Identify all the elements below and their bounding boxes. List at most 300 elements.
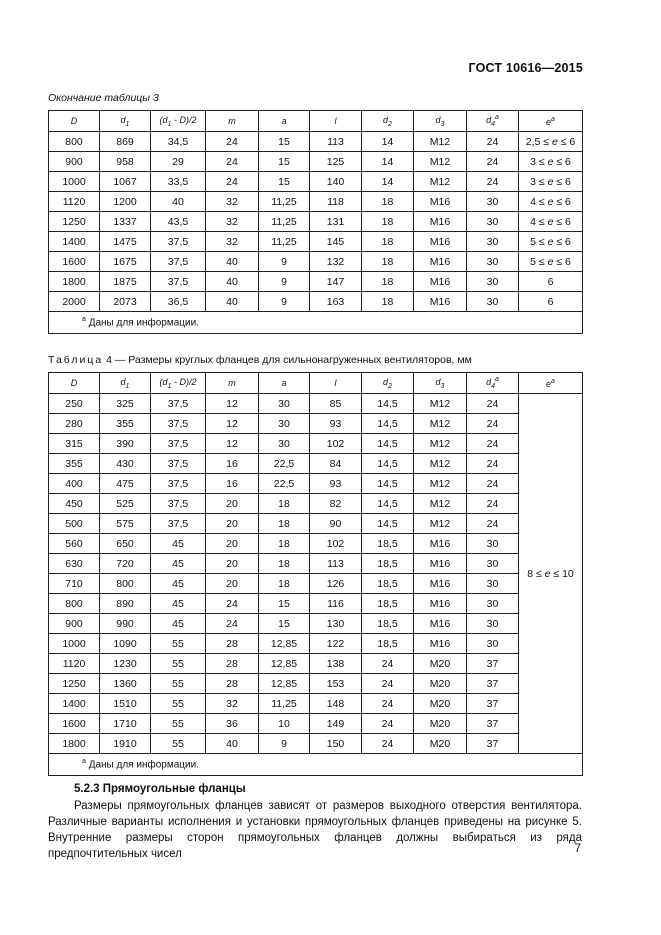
table-cell: M16 — [414, 232, 467, 252]
table-cell: 32 — [206, 232, 259, 252]
table-cell: 9 — [259, 292, 310, 312]
table-cell: 84 — [310, 454, 362, 474]
col-header-e: $e^a$ — [519, 111, 583, 132]
table-cell: 55 — [151, 634, 206, 654]
table-cell: 24 — [467, 394, 519, 414]
table-row — [49, 614, 583, 634]
table-cell: 102 — [310, 434, 362, 454]
table4-caption-text: 4 — Размеры круглых фланцев для сильнонагруженных вентиляторов, мм — [106, 354, 472, 366]
table-cell: 6 — [519, 272, 583, 292]
table-row — [49, 272, 583, 292]
table-cell: 15 — [259, 132, 310, 152]
table-cell: 4 ≤ e ≤ 6 — [519, 192, 583, 212]
table-cell: 30 — [467, 594, 519, 614]
table-cell: 34,5 — [151, 132, 206, 152]
table-cell: 55 — [151, 674, 206, 694]
table-cell: M20 — [414, 654, 467, 674]
table-cell: 18 — [259, 494, 310, 514]
table-cell: 45 — [151, 594, 206, 614]
table-cell: 475 — [100, 474, 151, 494]
table-cell: 55 — [151, 734, 206, 754]
table-cell: 15 — [259, 614, 310, 634]
table-cell: 30 — [259, 394, 310, 414]
table-cell: 11,25 — [259, 694, 310, 714]
table-cell: 24 — [467, 172, 519, 192]
col-header-l: l — [310, 373, 362, 394]
table-cell: M20 — [414, 674, 467, 694]
table-cell: 30 — [467, 574, 519, 594]
table-cell: 30 — [467, 192, 519, 212]
table-cell: 1400 — [49, 232, 100, 252]
table-cell: 18,5 — [362, 554, 414, 574]
table-cell: 9 — [259, 252, 310, 272]
table-cell: 45 — [151, 614, 206, 634]
table-cell: 1800 — [49, 272, 100, 292]
table-row — [49, 252, 583, 272]
table-cell: 55 — [151, 654, 206, 674]
table-cell: 37,5 — [151, 252, 206, 272]
table-cell: 990 — [100, 614, 151, 634]
table-row — [49, 594, 583, 614]
table-row — [49, 554, 583, 574]
table-cell: 430 — [100, 454, 151, 474]
table-cell: 150 — [310, 734, 362, 754]
table-cell: 147 — [310, 272, 362, 292]
table-cell: 1600 — [49, 714, 100, 734]
table4-header-row — [49, 373, 583, 394]
table-cell: 5 ≤ e ≤ 6 — [519, 232, 583, 252]
table-cell: 5 ≤ e ≤ 6 — [519, 252, 583, 272]
table-cell: M16 — [414, 634, 467, 654]
table-cell: 32 — [206, 212, 259, 232]
table-cell: 14,5 — [362, 414, 414, 434]
table-cell: M16 — [414, 292, 467, 312]
table-cell: 18,5 — [362, 534, 414, 554]
table-cell: 37,5 — [151, 474, 206, 494]
table-cell: 900 — [49, 152, 100, 172]
table3-footnote: $^a$ Даны для информации. — [49, 312, 583, 334]
table-cell: 18 — [259, 574, 310, 594]
table-cell: 113 — [310, 132, 362, 152]
col-header-d4: $d_4^a$ — [467, 373, 519, 394]
table-cell: 93 — [310, 474, 362, 494]
table3 — [48, 110, 583, 334]
table-cell: 122 — [310, 634, 362, 654]
table4-footnote: $^a$ Даны для информации. — [49, 754, 583, 776]
table-cell: 55 — [151, 694, 206, 714]
table-cell: 163 — [310, 292, 362, 312]
table-cell: 85 — [310, 394, 362, 414]
table-cell: 24 — [467, 514, 519, 534]
table-cell: M16 — [414, 534, 467, 554]
table-cell: 6 — [519, 292, 583, 312]
table-cell: 118 — [310, 192, 362, 212]
table-cell: 82 — [310, 494, 362, 514]
table-cell: 18 — [362, 292, 414, 312]
table-cell: 30 — [467, 272, 519, 292]
table-cell: 1675 — [100, 252, 151, 272]
table-cell: 1710 — [100, 714, 151, 734]
table-cell: 280 — [49, 414, 100, 434]
table-cell: 15 — [259, 172, 310, 192]
table4-body — [49, 394, 583, 754]
table-cell: M20 — [414, 734, 467, 754]
table-cell: 1120 — [49, 654, 100, 674]
table-cell: 102 — [310, 534, 362, 554]
table-cell: 500 — [49, 514, 100, 534]
col-header-half-diff: $(d_1 - D)/2$ — [151, 373, 206, 394]
table-cell: 14,5 — [362, 514, 414, 534]
table-cell: 24 — [362, 694, 414, 714]
table-cell: 650 — [100, 534, 151, 554]
table-cell: 37,5 — [151, 232, 206, 252]
table-cell: 800 — [100, 574, 151, 594]
table-cell: 116 — [310, 594, 362, 614]
col-header-d4: $d_4^a$ — [467, 111, 519, 132]
table3-footnote-row — [49, 312, 583, 334]
table-cell: 560 — [49, 534, 100, 554]
table-cell: 32 — [206, 192, 259, 212]
table-cell: 355 — [49, 454, 100, 474]
col-header-d2: $d_2$ — [362, 373, 414, 394]
table-cell: 37,5 — [151, 494, 206, 514]
col-header-d3: $d_3$ — [414, 111, 467, 132]
table-cell: M20 — [414, 694, 467, 714]
table-cell: 1000 — [49, 634, 100, 654]
table-cell: 153 — [310, 674, 362, 694]
table4 — [48, 372, 583, 776]
table-cell: 1250 — [49, 674, 100, 694]
table-cell: 37,5 — [151, 454, 206, 474]
table-cell: 24 — [467, 454, 519, 474]
table-cell: 1800 — [49, 734, 100, 754]
table-cell: 30 — [467, 212, 519, 232]
table-cell: 315 — [49, 434, 100, 454]
table-cell: M12 — [414, 494, 467, 514]
table-row — [49, 394, 583, 414]
table-cell: 14,5 — [362, 474, 414, 494]
table-cell: M16 — [414, 574, 467, 594]
table-row — [49, 514, 583, 534]
table-row — [49, 434, 583, 454]
table-cell: 390 — [100, 434, 151, 454]
table-cell: M16 — [414, 252, 467, 272]
table-cell: 14 — [362, 152, 414, 172]
table-cell: 400 — [49, 474, 100, 494]
table-row — [49, 172, 583, 192]
table-cell: 325 — [100, 394, 151, 414]
table-cell: 24 — [206, 152, 259, 172]
table-cell: 30 — [467, 554, 519, 574]
table-cell: 18 — [362, 272, 414, 292]
table-cell: M12 — [414, 152, 467, 172]
table-cell: 18 — [362, 232, 414, 252]
table-cell: 24 — [206, 614, 259, 634]
section-paragraph: Размеры прямоугольных фланцев зависят от размеров выходного отверстия вентилятора. Различные варианты исполнения и установки прямоугольных фланцев приведены на рисунке 5. Внутренние размеры сторон прямоугольных фланцев должны выбираться из ряда предпочтительных чисел — [48, 800, 582, 860]
table-cell: 575 — [100, 514, 151, 534]
table-cell: 12,85 — [259, 674, 310, 694]
col-header-D: D — [49, 111, 100, 132]
table-row — [49, 414, 583, 434]
table4-caption — [48, 354, 472, 366]
table-cell: 14,5 — [362, 494, 414, 514]
table-cell: 40 — [206, 292, 259, 312]
table-cell: 125 — [310, 152, 362, 172]
table-row — [49, 654, 583, 674]
table-cell: 40 — [206, 252, 259, 272]
table-cell: 24 — [362, 714, 414, 734]
table-row — [49, 212, 583, 232]
table-row — [49, 494, 583, 514]
table-row — [49, 192, 583, 212]
table3-body — [49, 132, 583, 312]
table-row — [49, 574, 583, 594]
table-cell: 720 — [100, 554, 151, 574]
table-cell: M20 — [414, 714, 467, 734]
table-cell: M12 — [414, 132, 467, 152]
table-cell: 12 — [206, 434, 259, 454]
table-cell: 113 — [310, 554, 362, 574]
table-cell: 37 — [467, 714, 519, 734]
section-heading: 5.2.3 Прямоугольные фланцы — [74, 783, 246, 795]
table-cell: 20 — [206, 494, 259, 514]
table-row — [49, 132, 583, 152]
table-cell: 24 — [362, 734, 414, 754]
table4-caption-label: Таблица — [48, 354, 104, 366]
table-cell: 1510 — [100, 694, 151, 714]
table-cell: 37,5 — [151, 434, 206, 454]
table-row — [49, 454, 583, 474]
table-cell: 37 — [467, 694, 519, 714]
table-cell: 24 — [206, 132, 259, 152]
table-cell: 890 — [100, 594, 151, 614]
table-cell: 18 — [362, 212, 414, 232]
table-cell: 11,25 — [259, 212, 310, 232]
table-cell: 958 — [100, 152, 151, 172]
table-cell: M12 — [414, 514, 467, 534]
table-cell: 1600 — [49, 252, 100, 272]
table-cell: 18 — [362, 252, 414, 272]
table-cell: 450 — [49, 494, 100, 514]
table-cell: 145 — [310, 232, 362, 252]
col-header-a: a — [259, 111, 310, 132]
table-cell: M16 — [414, 554, 467, 574]
table-cell: 20 — [206, 534, 259, 554]
col-header-e: $e^a$ — [519, 373, 583, 394]
table-cell: 18,5 — [362, 614, 414, 634]
table-cell: 4 ≤ e ≤ 6 — [519, 212, 583, 232]
table-cell: 1475 — [100, 232, 151, 252]
table-cell: 37,5 — [151, 514, 206, 534]
table-cell: 55 — [151, 714, 206, 734]
col-header-D: D — [49, 373, 100, 394]
table-row — [49, 292, 583, 312]
table-cell: 1400 — [49, 694, 100, 714]
col-header-a: a — [259, 373, 310, 394]
table-cell: 16 — [206, 454, 259, 474]
table-cell: 30 — [467, 534, 519, 554]
table-cell: 132 — [310, 252, 362, 272]
table-cell: 15 — [259, 152, 310, 172]
table-cell: 36,5 — [151, 292, 206, 312]
table-cell: 22,5 — [259, 474, 310, 494]
table-cell: 869 — [100, 132, 151, 152]
table-cell: 14 — [362, 132, 414, 152]
table-cell: 12,85 — [259, 654, 310, 674]
table-cell: 1875 — [100, 272, 151, 292]
table-cell: M16 — [414, 614, 467, 634]
table-cell: 24 — [467, 434, 519, 454]
table-row — [49, 714, 583, 734]
table-cell: 800 — [49, 132, 100, 152]
table-cell: 24 — [206, 594, 259, 614]
table-cell: 3 ≤ e ≤ 6 — [519, 152, 583, 172]
document-header: ГОСТ 10616—2015 — [468, 61, 583, 75]
table-cell: 126 — [310, 574, 362, 594]
table-cell: 24 — [362, 654, 414, 674]
table-cell: 33,5 — [151, 172, 206, 192]
table-cell: 148 — [310, 694, 362, 714]
table-cell: 30 — [467, 614, 519, 634]
table-cell: 24 — [467, 152, 519, 172]
table-row — [49, 734, 583, 754]
table-cell: M16 — [414, 594, 467, 614]
table-cell: 800 — [49, 594, 100, 614]
table-cell: 20 — [206, 574, 259, 594]
table-cell: M16 — [414, 212, 467, 232]
table-cell: 18,5 — [362, 594, 414, 614]
page-number: 7 — [574, 843, 581, 855]
table-cell: 30 — [259, 414, 310, 434]
table-cell: 37 — [467, 734, 519, 754]
col-header-d2: $d_2$ — [362, 111, 414, 132]
table-cell: 1250 — [49, 212, 100, 232]
table-cell: 93 — [310, 414, 362, 434]
table-cell: M12 — [414, 434, 467, 454]
table-cell: 24 — [467, 474, 519, 494]
table-cell: 45 — [151, 534, 206, 554]
table-cell: 15 — [259, 594, 310, 614]
table-cell: 149 — [310, 714, 362, 734]
table-cell: 20 — [206, 514, 259, 534]
table-cell: 12 — [206, 414, 259, 434]
table-cell: 14,5 — [362, 434, 414, 454]
table-cell: 9 — [259, 272, 310, 292]
table-cell: 1360 — [100, 674, 151, 694]
table-cell: 1200 — [100, 192, 151, 212]
table-cell: 24 — [467, 132, 519, 152]
table-cell: 22,5 — [259, 454, 310, 474]
table-cell: 9 — [259, 734, 310, 754]
table-cell: 1000 — [49, 172, 100, 192]
table-cell: 140 — [310, 172, 362, 192]
table-cell: 40 — [206, 734, 259, 754]
table-cell: 1337 — [100, 212, 151, 232]
table3-header-row — [49, 111, 583, 132]
col-header-l: l — [310, 111, 362, 132]
table-cell: 12 — [206, 394, 259, 414]
table-row — [49, 674, 583, 694]
col-header-half-diff: $(d_1 - D)/2$ — [151, 111, 206, 132]
table-row — [49, 232, 583, 252]
table-cell: 40 — [206, 272, 259, 292]
table-cell: 12,85 — [259, 634, 310, 654]
table-cell: 30 — [259, 434, 310, 454]
table-cell: 36 — [206, 714, 259, 734]
table-cell: 1090 — [100, 634, 151, 654]
table-cell: 18,5 — [362, 634, 414, 654]
table-cell: 37,5 — [151, 414, 206, 434]
col-header-d1: $d_1$ — [100, 111, 151, 132]
table-cell: 18 — [259, 534, 310, 554]
table-cell: 37,5 — [151, 272, 206, 292]
table-cell: 45 — [151, 554, 206, 574]
table-cell: 138 — [310, 654, 362, 674]
table-cell: 131 — [310, 212, 362, 232]
table-cell: M12 — [414, 394, 467, 414]
table-cell: 20 — [206, 554, 259, 574]
table-cell: 10 — [259, 714, 310, 734]
table-cell: 37 — [467, 674, 519, 694]
table-cell: 11,25 — [259, 192, 310, 212]
col-header-d1: $d_1$ — [100, 373, 151, 394]
table-row — [49, 534, 583, 554]
table-cell: 30 — [467, 252, 519, 272]
table-cell: 630 — [49, 554, 100, 574]
table-cell: 90 — [310, 514, 362, 534]
table-cell: M12 — [414, 474, 467, 494]
table-cell: M12 — [414, 172, 467, 192]
table-row — [49, 694, 583, 714]
table-cell: 37,5 — [151, 394, 206, 414]
table-cell: 525 — [100, 494, 151, 514]
table-cell: 40 — [151, 192, 206, 212]
table-cell: 2,5 ≤ e ≤ 6 — [519, 132, 583, 152]
table-cell: 24 — [362, 674, 414, 694]
table-cell: 355 — [100, 414, 151, 434]
table-cell: M16 — [414, 192, 467, 212]
table-cell: 28 — [206, 654, 259, 674]
table-cell: 29 — [151, 152, 206, 172]
table-row — [49, 474, 583, 494]
table-cell: 130 — [310, 614, 362, 634]
table-cell: 14,5 — [362, 394, 414, 414]
table-cell: 14 — [362, 172, 414, 192]
table-cell: 18 — [259, 554, 310, 574]
table-cell: 1067 — [100, 172, 151, 192]
table-cell: 1910 — [100, 734, 151, 754]
table-cell: 37 — [467, 654, 519, 674]
table-cell: 2000 — [49, 292, 100, 312]
table-cell: 24 — [206, 172, 259, 192]
table-cell: 710 — [49, 574, 100, 594]
table-cell: 30 — [467, 634, 519, 654]
table-cell: 2073 — [100, 292, 151, 312]
table-cell: M12 — [414, 414, 467, 434]
table-cell: 24 — [467, 414, 519, 434]
table-row — [49, 152, 583, 172]
table-row — [49, 634, 583, 654]
merged-e-cell: 8 ≤ e ≤ 10 — [519, 394, 583, 754]
table-cell: 250 — [49, 394, 100, 414]
col-header-d3: $d_3$ — [414, 373, 467, 394]
table-cell: M12 — [414, 454, 467, 474]
table-cell: 18 — [362, 192, 414, 212]
table-cell: 900 — [49, 614, 100, 634]
table-cell: 18,5 — [362, 574, 414, 594]
table3-caption: Окончание таблицы 3 — [48, 92, 159, 104]
table-cell: 1120 — [49, 192, 100, 212]
